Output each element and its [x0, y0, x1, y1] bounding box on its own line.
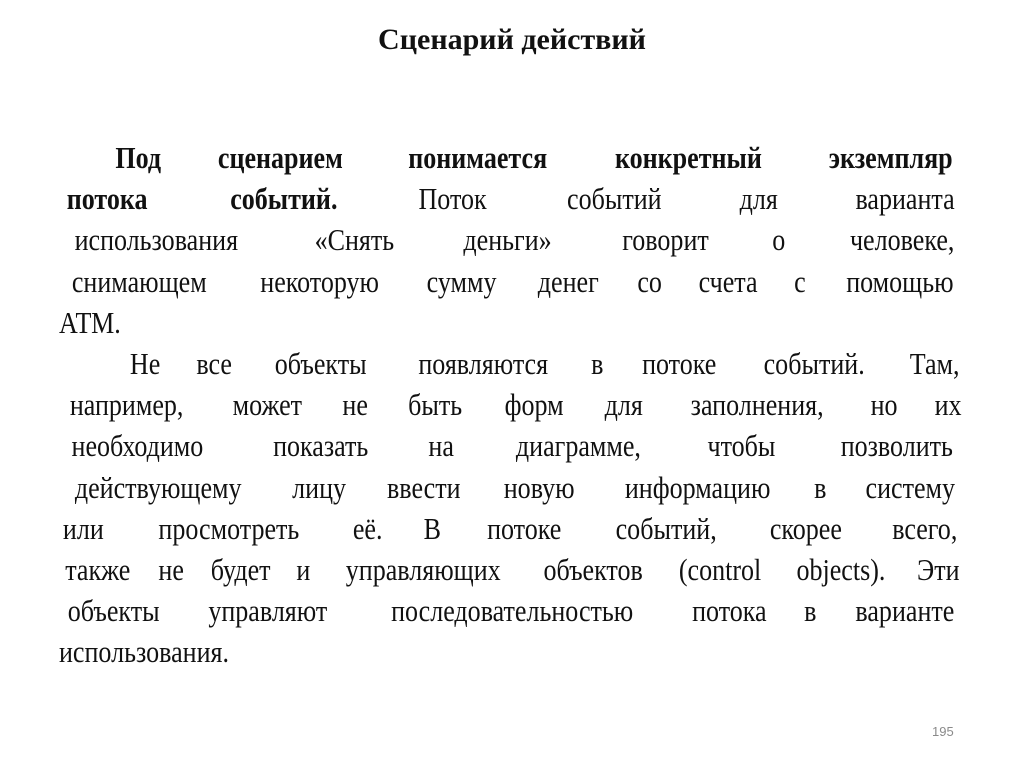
- word: последовательностью: [390, 593, 634, 629]
- word: информацию: [624, 469, 771, 505]
- word: событий: [567, 181, 662, 217]
- word: В: [423, 510, 442, 546]
- word: показать: [273, 428, 369, 464]
- text-line: [59, 302, 964, 343]
- word: событий,: [615, 510, 717, 546]
- bold-word: сценарием: [217, 140, 343, 175]
- word: человеке,: [849, 222, 955, 258]
- bold-word: событий.: [230, 181, 338, 217]
- word: на: [428, 428, 454, 464]
- word: использования.: [59, 634, 230, 670]
- word: потоке: [487, 510, 562, 546]
- word: и: [296, 551, 311, 587]
- word: о: [771, 222, 785, 258]
- text-line: [59, 508, 964, 549]
- word: счета: [698, 263, 758, 299]
- word: например,: [69, 387, 184, 423]
- word: объекты: [67, 593, 160, 629]
- text-line: [59, 343, 964, 384]
- word: в: [803, 593, 817, 629]
- page-number: 195: [932, 724, 954, 739]
- word: новую: [503, 469, 575, 505]
- word: Не: [129, 345, 161, 381]
- word: но: [870, 387, 898, 423]
- word: говорит: [622, 222, 709, 258]
- word: варианта: [855, 181, 955, 217]
- word: заполнения,: [690, 387, 824, 423]
- word: диаграмме,: [516, 428, 642, 464]
- paragraph: [59, 343, 964, 673]
- bold-word: конкретный: [615, 140, 763, 175]
- word: форм: [504, 387, 564, 423]
- word: АТМ.: [59, 304, 121, 340]
- word: действующему: [74, 469, 242, 505]
- word: управляющих: [345, 551, 501, 587]
- word: Эти: [917, 551, 960, 587]
- word: появляются: [418, 345, 548, 381]
- bold-word: понимается: [408, 140, 548, 175]
- bold-word: экземпляр: [828, 140, 953, 175]
- word: необходимо: [71, 428, 204, 464]
- text-line: [59, 467, 964, 508]
- text-line: [59, 384, 964, 425]
- slide-body: [59, 137, 964, 672]
- word: может: [232, 387, 303, 423]
- text-line: [59, 219, 964, 260]
- text-line: [59, 425, 964, 466]
- word: управляют: [208, 593, 328, 629]
- word: снимающем: [71, 263, 207, 299]
- paragraph: [59, 137, 964, 343]
- text-line: [59, 631, 964, 672]
- bold-word: Под: [115, 140, 162, 175]
- word: не: [157, 551, 184, 587]
- word: просмотреть: [158, 510, 300, 546]
- text-line: [59, 178, 964, 219]
- word: лицу: [291, 469, 346, 505]
- word: ввести: [387, 469, 461, 505]
- word: помощью: [846, 263, 954, 299]
- word: objects).: [796, 551, 886, 587]
- word: или: [62, 510, 104, 546]
- word: использования: [74, 222, 239, 258]
- word: некоторую: [260, 263, 380, 299]
- word: сумму: [426, 263, 497, 299]
- bold-word: потока: [66, 181, 148, 217]
- word: со: [636, 263, 662, 299]
- word: для: [604, 387, 643, 423]
- word: её.: [352, 510, 383, 546]
- word: потоке: [642, 345, 717, 381]
- word: варианте: [855, 593, 955, 629]
- word: в: [591, 345, 604, 381]
- word: объекты: [274, 345, 367, 381]
- word: в: [814, 469, 827, 505]
- word: их: [934, 387, 962, 423]
- word: будет: [210, 551, 271, 587]
- word: событий.: [763, 345, 865, 381]
- word: все: [196, 345, 233, 381]
- text-line: [59, 590, 964, 631]
- word: для: [739, 181, 778, 217]
- word: Там,: [909, 345, 960, 381]
- word: «Снять: [314, 222, 395, 258]
- text-line: [59, 261, 964, 302]
- word: позволить: [841, 428, 954, 464]
- word: чтобы: [707, 428, 776, 464]
- word: не: [342, 387, 369, 423]
- word: денег: [538, 263, 600, 299]
- slide-title: Сценарий действий: [378, 23, 646, 56]
- word: Поток: [418, 181, 488, 217]
- word: также: [65, 551, 131, 587]
- word: с: [794, 263, 806, 299]
- text-line: [59, 549, 964, 590]
- word: систему: [865, 469, 956, 505]
- word: всего,: [892, 510, 958, 546]
- word: потока: [692, 593, 767, 629]
- word: объектов: [543, 551, 643, 587]
- word: быть: [407, 387, 462, 423]
- text-line: [59, 137, 964, 178]
- word: (control: [679, 551, 762, 587]
- word: деньги»: [463, 222, 553, 258]
- word: скорее: [770, 510, 843, 546]
